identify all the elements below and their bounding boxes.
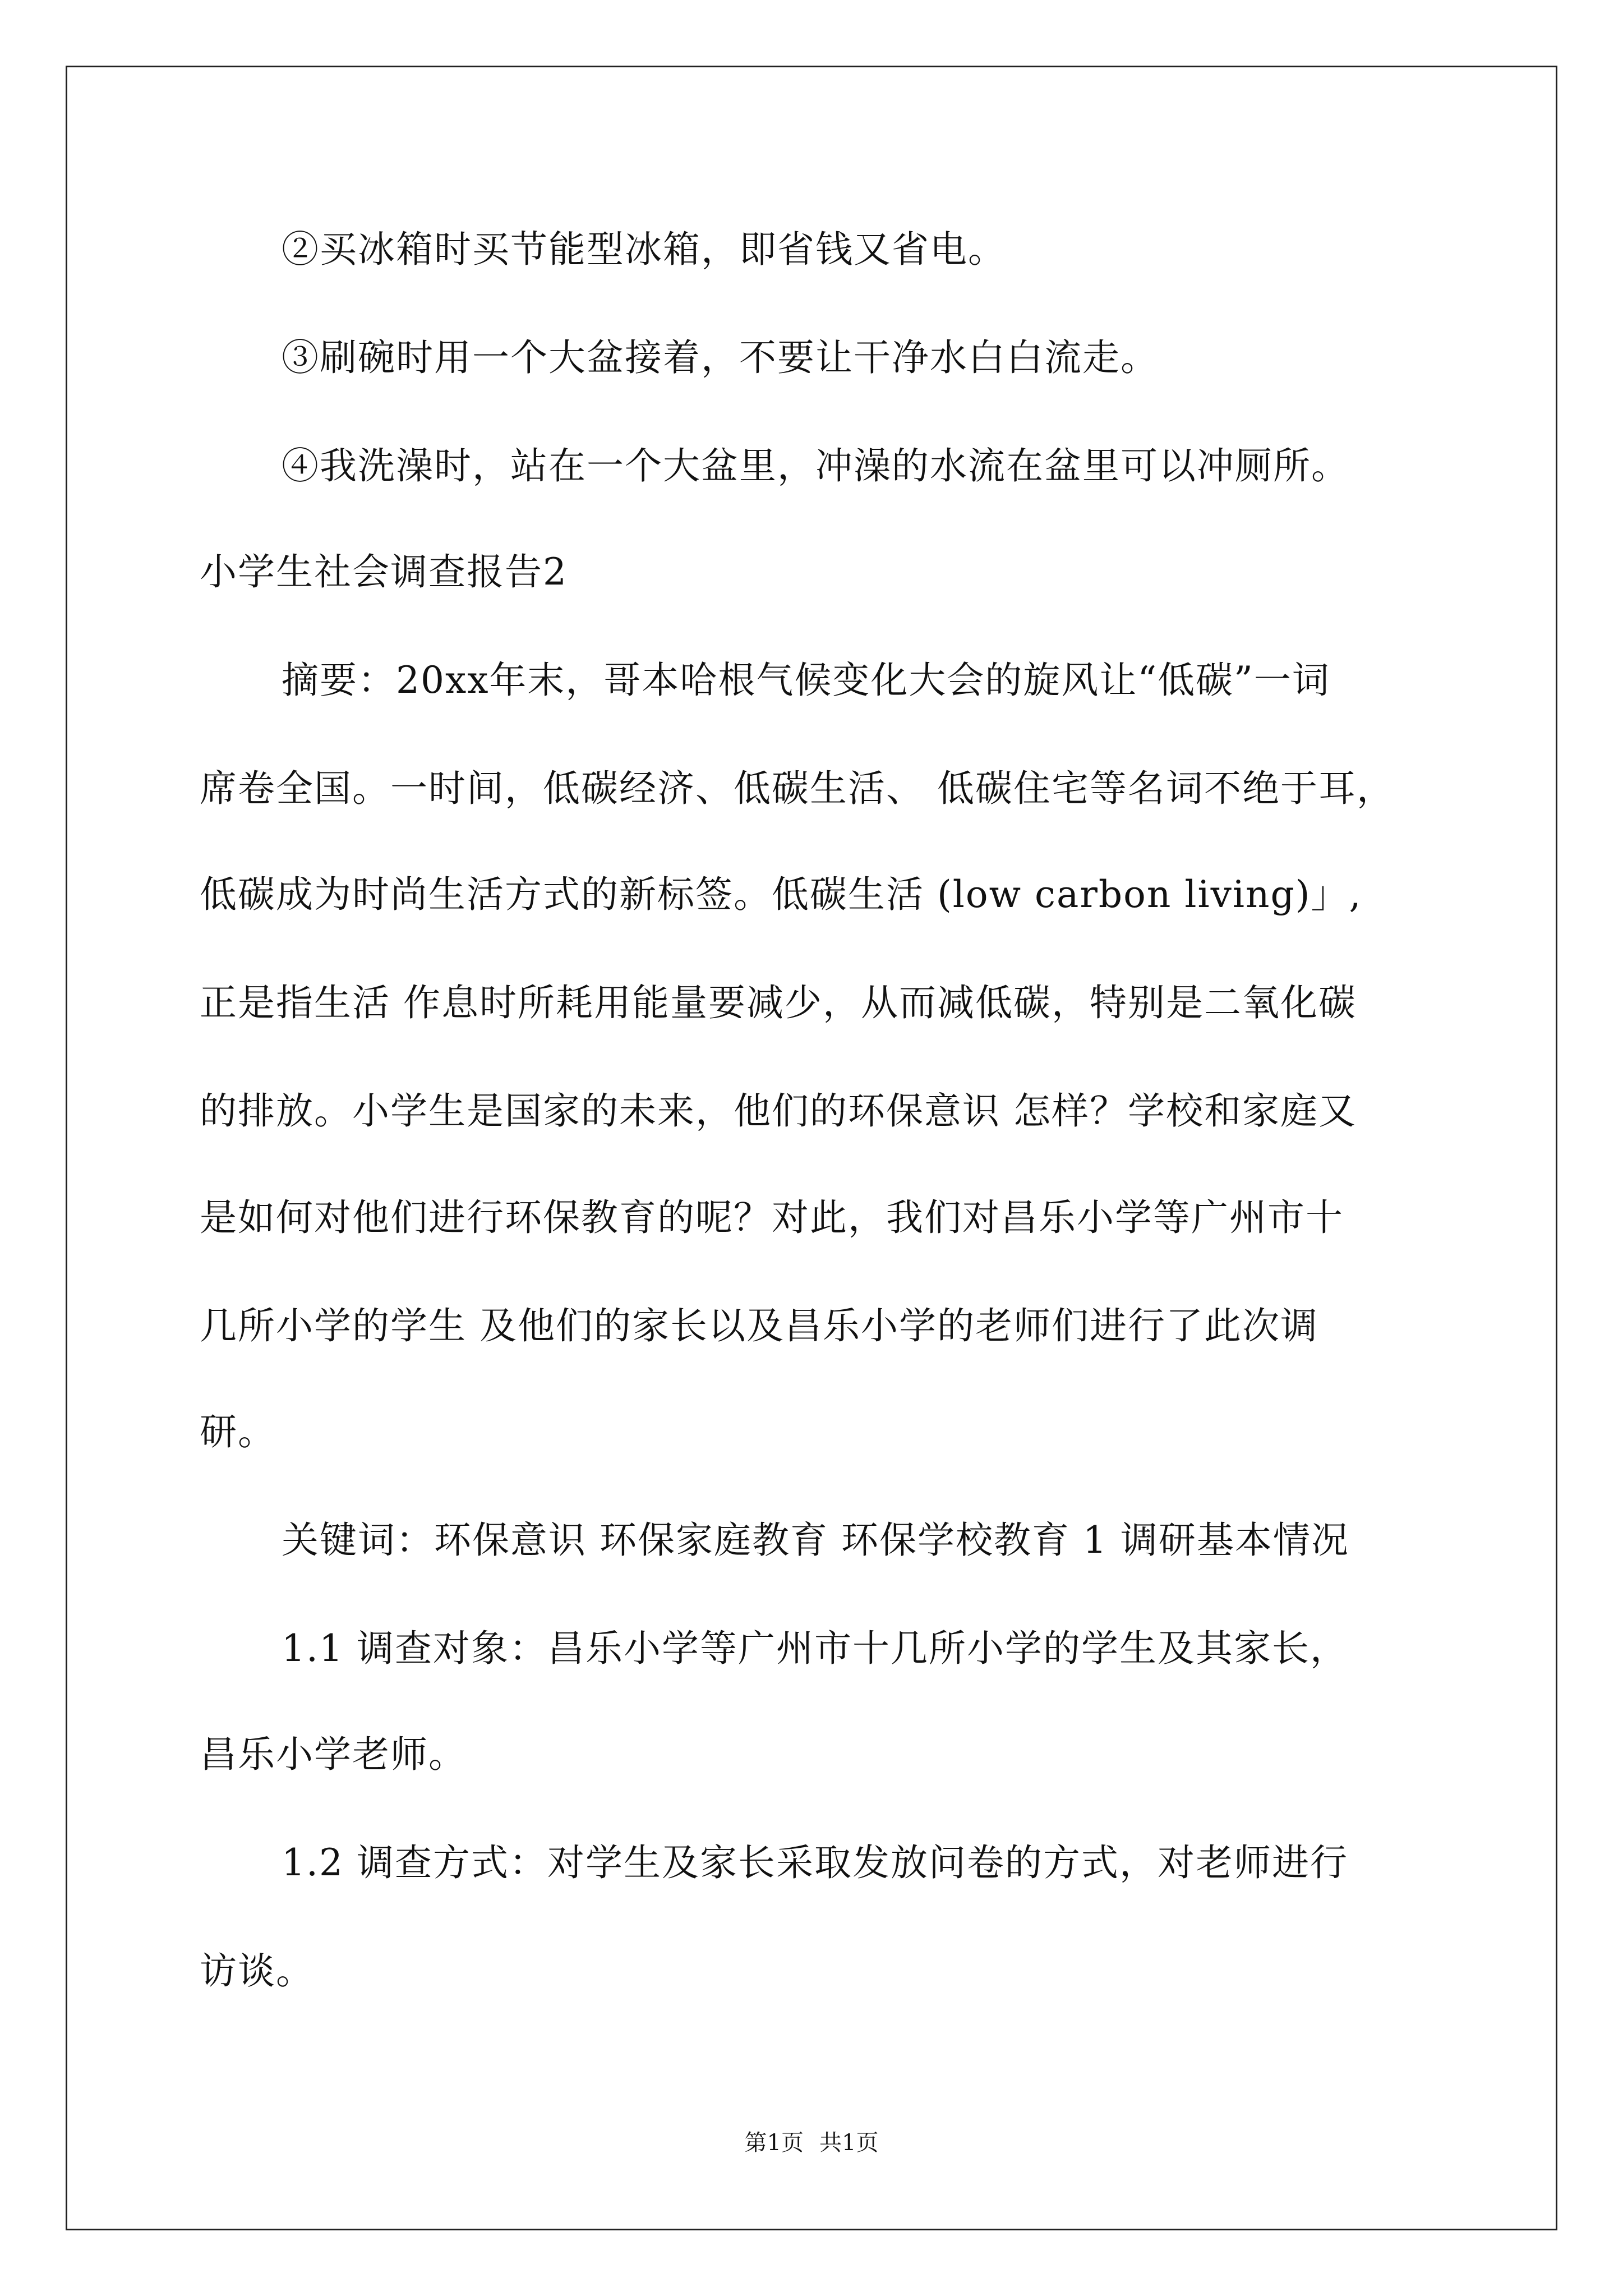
paragraph-line: 昌乐小学老师。 bbox=[200, 1733, 467, 1776]
paragraph-line: 席卷全国。一时间，低碳经济、低碳生活、 低碳住宅等名词不绝于耳， bbox=[200, 767, 1395, 810]
paragraph-line: 几所小学的学生 及他们的家长以及昌乐小学的老师们进行了此次调 bbox=[200, 1304, 1318, 1347]
paragraph-line: ④我洗澡时，站在一个大盆里，冲澡的水流在盆里可以冲厕所。 bbox=[282, 444, 1349, 487]
page-total: 共1页 bbox=[819, 2130, 879, 2156]
paragraph-line: 研。 bbox=[200, 1410, 276, 1453]
paragraph-line: ③刷碗时用一个大盆接着，不要让干净水白白流走。 bbox=[282, 336, 1159, 379]
paragraph-line: 的排放。小学生是国家的未来，他们的环保意识 怎样？学校和家庭又 bbox=[200, 1089, 1357, 1133]
page-border bbox=[66, 66, 1557, 2230]
paragraph-line: 正是指生活 作息时所耗用能量要减少，从而减低碳，特别是二氧化碳 bbox=[200, 981, 1357, 1024]
paragraph-line: 是如何对他们进行环保教育的呢？对此，我们对昌乐小学等广州市十 bbox=[200, 1196, 1344, 1239]
section-heading: 小学生社会调查报告2 bbox=[200, 550, 568, 593]
paragraph-line: 1.2 调查方式：对学生及家长采取发放问卷的方式，对老师进行 bbox=[282, 1841, 1348, 1884]
paragraph-line: ②买冰箱时买节能型冰箱，即省钱又省电。 bbox=[282, 228, 1006, 271]
paragraph-line: 摘要：20xx年末，哥本哈根气候变化大会的旋风让“低碳”一词 bbox=[282, 659, 1330, 702]
paragraph-line: 1.1 调查对象：昌乐小学等广州市十几所小学的学生及其家长， bbox=[282, 1627, 1348, 1670]
page-number: 第1页 bbox=[744, 2130, 804, 2156]
page-footer bbox=[0, 2129, 1623, 2157]
paragraph-line: 低碳成为时尚生活方式的新标签。低碳生活 (low carbon living)」, bbox=[200, 873, 1362, 916]
paragraph-line: 访谈。 bbox=[200, 1949, 314, 1993]
keywords-line: 关键词：环保意识 环保家庭教育 环保学校教育 1 调研基本情况 bbox=[282, 1519, 1349, 1562]
